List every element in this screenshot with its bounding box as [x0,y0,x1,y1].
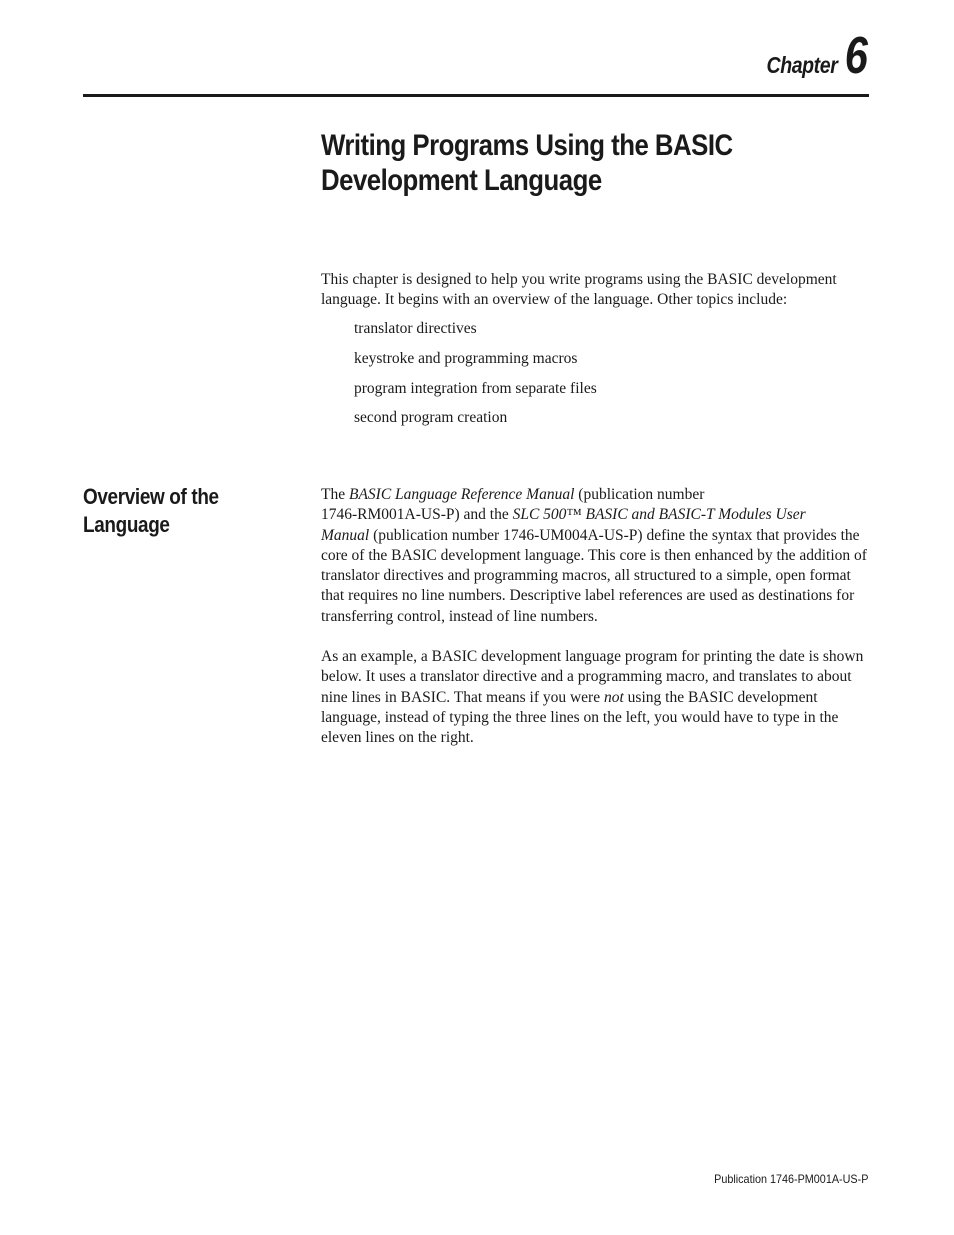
header-rule [83,94,869,97]
manual-title-reference: SLC 500™ BASIC and BASIC-T Modules User [512,506,806,524]
text-run: 1746-RM001A-US-P) and the [321,506,513,524]
intro-paragraph: This chapter is designed to help you write programs using the BASIC development language. It begins with an overview of the language. Other topics include: [321,271,837,309]
overview-paragraph-2 [321,647,871,748]
page-title: Writing Programs Using the BASIC Development Language [321,129,733,197]
topic-list [354,319,597,438]
chapter-number: 6 [844,27,868,85]
list-item: translator directives [354,320,477,337]
footer-publication: Publication 1746-PM001A-US-P [713,1172,868,1186]
list-item: program integration from separate files [354,379,597,397]
manual-title-reference: BASIC Language Reference Manual [348,486,575,503]
list-item: keystroke and programming macros [354,349,578,367]
text-run: (publication number [574,486,705,503]
emphasis: not [603,688,624,706]
chapter-header [754,27,868,85]
manual-title-reference: Manual [321,526,370,544]
list-item: second program creation [354,409,508,427]
text-run: As an example, a BASIC development language program for printing the date is shown below. It uses a translator directive and a programming macro, and translates to about nine lines in BASIC. That means if you were [321,648,864,706]
section-heading-overview: Overview of the Language [83,484,219,537]
overview-paragraph-1 [321,485,871,627]
text-run: (publication number 1746-UM004A-US-P) define the syntax that provides the core of the BASIC development language. This core is then enhanced by the addition of translator directives and programming macros, all structured to a simple, open format that requires no line numbers. Descriptive label references are used as destinations for transferring control, instead of line numbers. [321,526,867,625]
text-run: using the BASIC development language, instead of typing the three lines on the left, you would have to type in the eleven lines on the right. [321,688,839,747]
chapter-label: Chapter [766,52,838,78]
text-run: The [321,486,349,503]
